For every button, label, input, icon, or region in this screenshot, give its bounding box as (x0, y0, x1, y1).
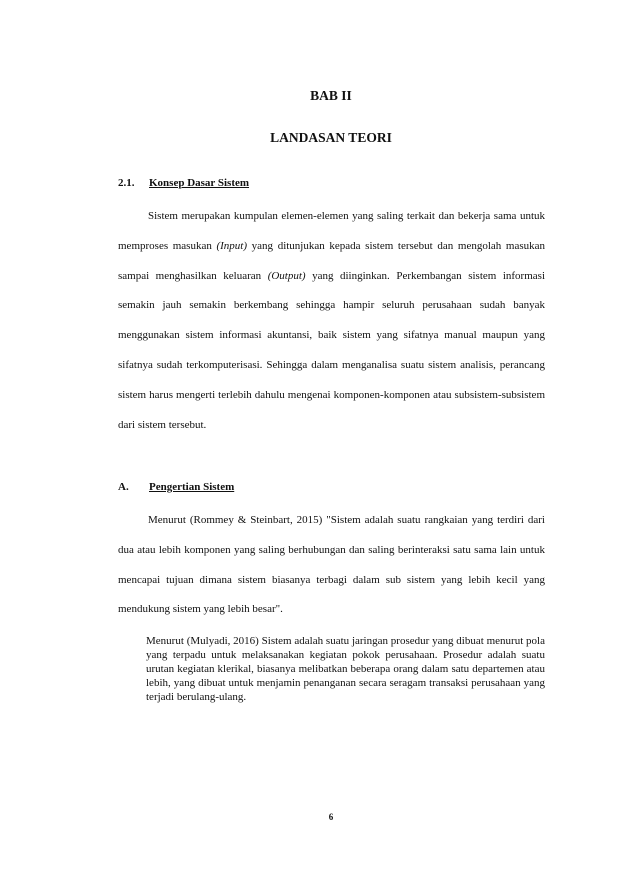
italic-term-output: (Output) (267, 269, 306, 282)
paragraph-text: yang ditunjukan kepada sistem tersebut dan mengolah masukan sampai menghasilkan keluaran (118, 239, 546, 282)
block-quote: Menurut (Mulyadi, 2016) Sistem adalah suatu jaringan prosedur yang dibuat menurut pola yang terpadu untuk melaksanakan kegiatan pokok perusahaan. Prosedur adalah suatu urutan kegiatan klerikal, biasanya melibatkan beberapa orang dalam satu departemen atau lebih, yang dibuat untuk menjamin penanganan secara seragam transaksi perusahaan yang terjadi berulang-ulang. (146, 635, 545, 703)
chapter-title: LANDASAN TEORI (270, 130, 392, 145)
section-title: Pengertian Sistem (149, 481, 235, 493)
section-title: Konsep Dasar Sistem (149, 177, 250, 189)
section-2-1-heading (118, 177, 249, 189)
page-number: 6 (328, 812, 334, 822)
section-number: A. (118, 481, 129, 493)
paragraph-text: Sistem merupakan kumpulan elemen-elemen yang saling terkait dan bekerja sama untuk memproses masukan (118, 210, 545, 252)
section-a-heading (118, 481, 234, 493)
italic-term-input: (Input) (216, 239, 248, 252)
chapter-label: BAB II (310, 88, 352, 103)
section-2-1-paragraph (118, 202, 545, 440)
section-a-paragraph: Menurut (Rommey & Steinbart, 2015) "Sistem adalah suatu rangkaian yang terdiri dari dua atau lebih komponen yang saling berhubungan dan saling berinteraksi satu sama lain untuk mencapai tujuan dimana sistem biasanya terbagi dalam sub sistem yang lebih kecil yang mendukung sistem yang lebih besar". (118, 514, 545, 616)
paragraph-text: yang diinginkan. Perkembangan sistem informasi semakin jauh semakin berkembang sehingga hampir seluruh perusahaan sudah banyak menggunakan sistem informasi akuntansi, baik sistem yang sifatnya manual maupun yang sifatnya sudah terkomputerisasi. Sehingga dalam menganalisa suatu sistem analisis, perancang sistem harus mengerti terlebih dahulu mengenai komponen-komponen atau subsistem-subsistem dari sistem tersebut. (118, 269, 545, 431)
section-number: 2.1. (118, 177, 135, 189)
